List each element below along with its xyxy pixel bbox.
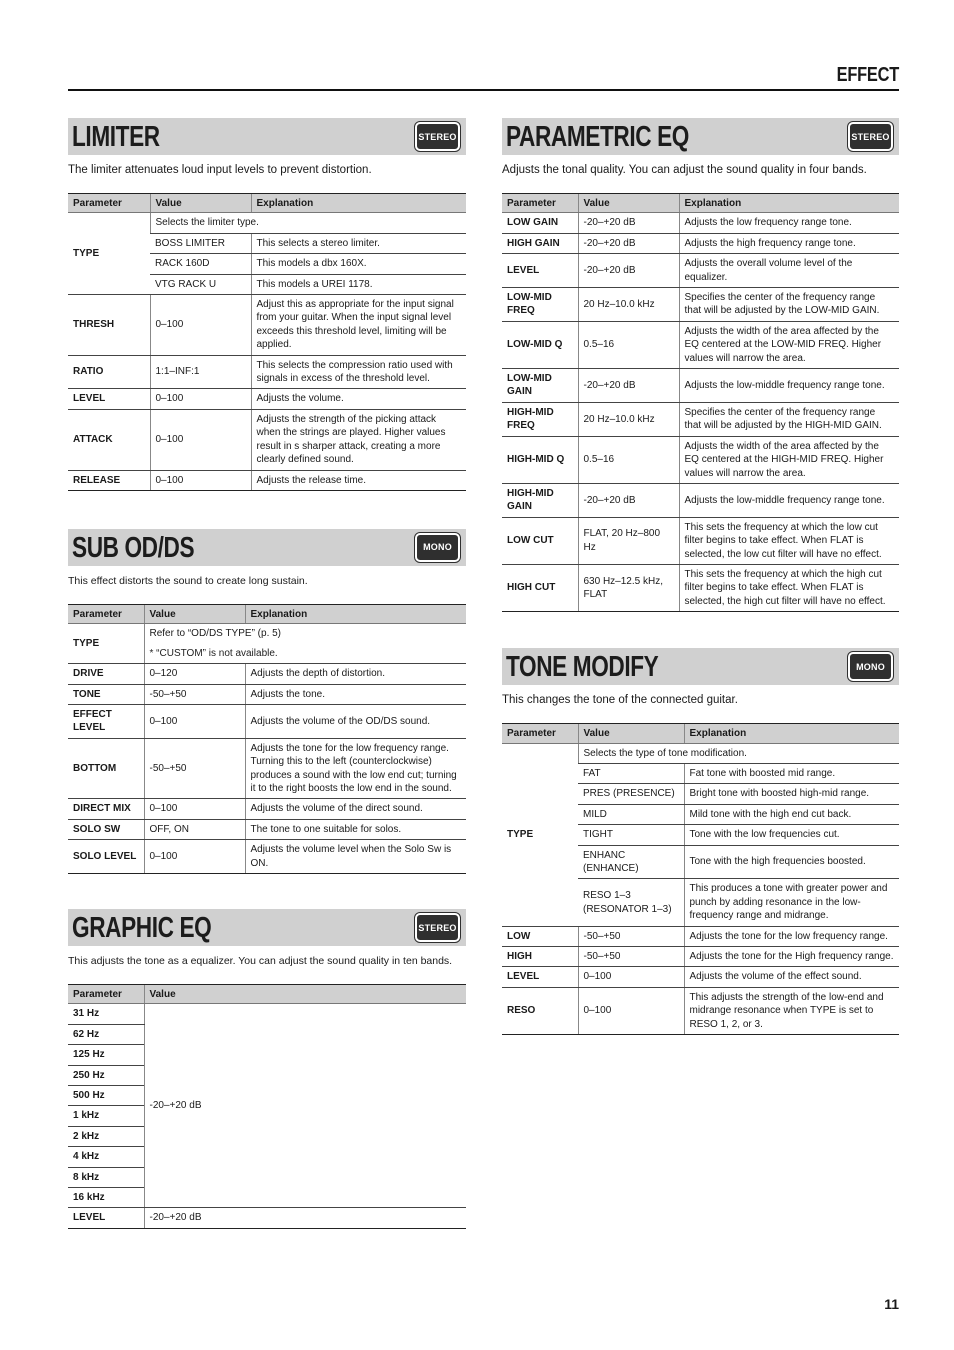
param-explanation: Adjusts the strength of the picking attack when the strings are played. Higher values result in s sharper attack, creating a more clearly defined sound. bbox=[251, 409, 466, 470]
table-row bbox=[68, 624, 466, 664]
type-value: ENHANC (ENHANCE) bbox=[578, 845, 684, 879]
param-value: -20–+20 dB bbox=[144, 1208, 466, 1228]
type-value: VTG RACK U bbox=[150, 274, 251, 294]
param-value: 0–100 bbox=[144, 799, 245, 819]
param-value: 0–100 bbox=[150, 409, 251, 470]
type-value: FAT bbox=[578, 763, 684, 783]
table-header-row bbox=[68, 194, 466, 213]
param-name: HIGH GAIN bbox=[502, 233, 578, 253]
table-row bbox=[68, 840, 466, 874]
param-name: RATIO bbox=[68, 355, 150, 389]
table-row bbox=[502, 967, 899, 987]
band-name: 125 Hz bbox=[68, 1045, 144, 1065]
col-header-parameter: Parameter bbox=[68, 194, 150, 213]
param-value: -20–+20 dB bbox=[578, 213, 679, 233]
table-row bbox=[68, 213, 466, 233]
param-value: -50–+50 bbox=[144, 684, 245, 704]
table-row bbox=[68, 470, 466, 490]
param-value: 0–100 bbox=[578, 967, 684, 987]
table-row bbox=[502, 213, 899, 233]
param-name: LOW GAIN bbox=[502, 213, 578, 233]
param-explanation: This selects the compression ratio used with signals in excess of the threshold level. bbox=[251, 355, 466, 389]
param-value: -50–+50 bbox=[144, 738, 245, 799]
col-header-parameter: Parameter bbox=[502, 724, 578, 743]
param-explanation: Adjusts the tone for the low frequency range. Turning this to the left (counterclockwise) produces a sound with the low end cut; turning it to the right boosts the low end in the sound. bbox=[245, 738, 466, 799]
param-type: TYPE bbox=[68, 624, 144, 664]
table-row bbox=[502, 517, 899, 564]
graphic-eq-description: This adjusts the tone as a equalizer. You can adjust the sound quality in ten bands. bbox=[68, 955, 453, 967]
param-explanation: This sets the frequency at which the high cut filter begins to take effect. When FLAT is selected, the high cut filter will have no effect. bbox=[679, 564, 899, 611]
tone-modify-section bbox=[502, 648, 899, 1035]
limiter-heading-bar bbox=[68, 118, 466, 155]
tone-modify-description: This changes the tone of the connected guitar. bbox=[502, 694, 738, 707]
param-value: 0–100 bbox=[144, 840, 245, 874]
graphic-eq-table bbox=[68, 984, 466, 1229]
param-name: HIGH-MID Q bbox=[502, 436, 578, 483]
graphic-eq-title: GRAPHIC EQ bbox=[72, 912, 212, 944]
table-row bbox=[502, 321, 899, 368]
limiter-stereo-badge: STEREO bbox=[415, 122, 460, 151]
col-header-parameter: Parameter bbox=[68, 985, 144, 1004]
param-explanation: Adjusts the depth of distortion. bbox=[245, 664, 466, 684]
table-row bbox=[68, 738, 466, 799]
limiter-title: LIMITER bbox=[72, 121, 160, 153]
param-explanation: Adjusts the width of the area affected by the EQ centered at the HIGH-MID FREQ. Higher values will narrow the area. bbox=[679, 436, 899, 483]
type-explanation: Mild tone with the high end cut back. bbox=[684, 804, 899, 824]
table-row bbox=[502, 436, 899, 483]
right-column bbox=[502, 118, 899, 1035]
sub-od-ds-table bbox=[68, 604, 466, 874]
col-header-parameter: Parameter bbox=[502, 194, 578, 213]
param-value: 0.5–16 bbox=[578, 321, 679, 368]
param-name: TONE bbox=[68, 684, 144, 704]
param-explanation: Adjusts the tone for the low frequency range. bbox=[684, 926, 899, 946]
table-row bbox=[502, 369, 899, 403]
type-value: TIGHT bbox=[578, 825, 684, 845]
sub-od-ds-title: SUB OD/DS bbox=[72, 531, 195, 564]
param-name: THRESH bbox=[68, 295, 150, 356]
param-name: DRIVE bbox=[68, 664, 144, 684]
param-name: SOLO LEVEL bbox=[68, 840, 144, 874]
param-name: LEVEL bbox=[502, 254, 578, 288]
param-value: -20–+20 dB bbox=[578, 233, 679, 253]
graphic-eq-heading-bar bbox=[68, 909, 466, 946]
type-intro: Selects the type of tone modification. bbox=[578, 743, 899, 763]
band-name: 8 kHz bbox=[68, 1167, 144, 1187]
table-row bbox=[68, 1004, 466, 1024]
param-value: 1:1–INF:1 bbox=[150, 355, 251, 389]
param-name: LOW CUT bbox=[502, 517, 578, 564]
param-value: 0–100 bbox=[150, 295, 251, 356]
param-explanation: Adjusts the high frequency range tone. bbox=[679, 233, 899, 253]
parametric-eq-table bbox=[502, 193, 899, 612]
param-explanation: Specifies the center of the frequency range that will be adjusted by the HIGH-MID GAIN. bbox=[679, 402, 899, 436]
param-explanation: Adjusts the release time. bbox=[251, 470, 466, 490]
parametric-eq-heading-bar bbox=[502, 118, 899, 155]
param-name: HIGH bbox=[502, 947, 578, 967]
param-explanation: Adjusts the volume of the OD/DS sound. bbox=[245, 704, 466, 738]
param-value: FLAT, 20 Hz–800 Hz bbox=[578, 517, 679, 564]
table-row bbox=[68, 664, 466, 684]
col-header-explanation: Explanation bbox=[679, 194, 899, 213]
col-header-parameter: Parameter bbox=[68, 604, 144, 623]
param-explanation: Adjusts the volume of the direct sound. bbox=[245, 799, 466, 819]
param-explanation: This adjusts the strength of the low-end and midrange resonance when TYPE is set to RESO 1, 2, or 3. bbox=[684, 987, 899, 1034]
parametric-eq-stereo-badge: STEREO bbox=[848, 122, 893, 151]
param-name: LOW-MID GAIN bbox=[502, 369, 578, 403]
graphic-eq-stereo-badge: STEREO bbox=[415, 913, 460, 942]
page-number: 11 bbox=[884, 1296, 899, 1312]
col-header-value: Value bbox=[578, 724, 684, 743]
type-explanation: This models a UREI 1178. bbox=[251, 274, 466, 294]
param-explanation: Adjusts the tone for the High frequency range. bbox=[684, 947, 899, 967]
type-intro: Selects the limiter type. bbox=[150, 213, 466, 233]
col-header-value: Value bbox=[144, 604, 245, 623]
type-reference-line: Refer to “OD/DS TYPE” (p. 5) bbox=[149, 628, 282, 640]
table-row bbox=[68, 295, 466, 356]
param-name: BOTTOM bbox=[68, 738, 144, 799]
param-value: 0–100 bbox=[150, 389, 251, 409]
section-header: EFFECT bbox=[836, 64, 899, 86]
band-name: 250 Hz bbox=[68, 1065, 144, 1085]
param-explanation: Adjusts the low-middle frequency range tone. bbox=[679, 483, 899, 517]
table-row bbox=[502, 947, 899, 967]
type-explanation: Bright tone with boosted high-mid range. bbox=[684, 784, 899, 804]
sub-od-ds-mono-badge: MONO bbox=[415, 533, 460, 562]
param-name: SOLO SW bbox=[68, 819, 144, 839]
param-value: OFF, ON bbox=[144, 819, 245, 839]
band-name: 62 Hz bbox=[68, 1024, 144, 1044]
type-explanation: Fat tone with boosted mid range. bbox=[684, 763, 899, 783]
type-explanation: This models a dbx 160X. bbox=[251, 254, 466, 274]
param-value: -50–+50 bbox=[578, 926, 684, 946]
tone-modify-table bbox=[502, 723, 899, 1035]
table-row bbox=[68, 704, 466, 738]
limiter-table bbox=[68, 193, 466, 491]
left-column bbox=[68, 118, 466, 1229]
param-name: LOW bbox=[502, 926, 578, 946]
band-name: 500 Hz bbox=[68, 1086, 144, 1106]
header-rule bbox=[68, 89, 899, 91]
param-name: EFFECT LEVEL bbox=[68, 704, 144, 738]
param-value: 630 Hz–12.5 kHz, FLAT bbox=[578, 564, 679, 611]
tone-modify-mono-badge: MONO bbox=[848, 652, 893, 681]
param-explanation: Adjusts the volume level when the Solo Sw is ON. bbox=[245, 840, 466, 874]
param-name: LEVEL bbox=[502, 967, 578, 987]
type-reference-note: * “CUSTOM” is not available. bbox=[149, 647, 278, 659]
param-name: RELEASE bbox=[68, 470, 150, 490]
param-name: HIGH CUT bbox=[502, 564, 578, 611]
table-header-row bbox=[68, 604, 466, 623]
band-name: 4 kHz bbox=[68, 1147, 144, 1167]
band-name: 16 kHz bbox=[68, 1188, 144, 1208]
param-explanation: This sets the frequency at which the low cut filter begins to take effect. When FLAT is selected, the low cut filter will have no effect. bbox=[679, 517, 899, 564]
table-row bbox=[68, 799, 466, 819]
limiter-description: The limiter attenuates loud input levels to prevent distortion. bbox=[68, 164, 372, 176]
table-row bbox=[502, 254, 899, 288]
tone-modify-heading-bar bbox=[502, 648, 899, 685]
param-explanation: Adjusts the low-middle frequency range tone. bbox=[679, 369, 899, 403]
table-header-row bbox=[502, 194, 899, 213]
param-name: LEVEL bbox=[68, 389, 150, 409]
param-name: ATTACK bbox=[68, 409, 150, 470]
table-row bbox=[502, 987, 899, 1034]
table-row bbox=[502, 926, 899, 946]
param-value: 20 Hz–10.0 kHz bbox=[578, 402, 679, 436]
type-value: RESO 1–3 (RESONATOR 1–3) bbox=[578, 879, 684, 926]
param-name: HIGH-MID GAIN bbox=[502, 483, 578, 517]
table-row bbox=[68, 684, 466, 704]
param-explanation: Adjusts the tone. bbox=[245, 684, 466, 704]
param-name: LEVEL bbox=[68, 1208, 144, 1228]
param-explanation: Adjusts the width of the area affected by the EQ centered at the LOW-MID FREQ. Higher values will narrow the area. bbox=[679, 321, 899, 368]
graphic-eq-section bbox=[68, 909, 466, 1229]
table-row bbox=[502, 743, 899, 763]
type-reference bbox=[144, 624, 466, 664]
param-explanation: Adjusts the low frequency range tone. bbox=[679, 213, 899, 233]
param-name: LOW-MID FREQ bbox=[502, 288, 578, 322]
col-header-explanation: Explanation bbox=[251, 194, 466, 213]
type-explanation: This selects a stereo limiter. bbox=[251, 233, 466, 253]
col-header-value: Value bbox=[578, 194, 679, 213]
param-value: 0–100 bbox=[150, 470, 251, 490]
table-row bbox=[68, 409, 466, 470]
table-header-row bbox=[68, 985, 466, 1004]
parametric-eq-description: Adjusts the tonal quality. You can adjust the sound quality in four bands. bbox=[502, 164, 867, 176]
sub-od-ds-description: This effect distorts the sound to create long sustain. bbox=[68, 574, 308, 587]
param-value: -20–+20 dB bbox=[578, 369, 679, 403]
parametric-eq-section bbox=[502, 118, 899, 612]
table-row bbox=[68, 1208, 466, 1228]
sub-od-ds-section bbox=[68, 529, 466, 874]
param-value: 0–100 bbox=[144, 704, 245, 738]
band-name: 1 kHz bbox=[68, 1106, 144, 1126]
type-explanation: This produces a tone with greater power and punch by adding resonance in the low-frequency range and midrange. bbox=[684, 879, 899, 926]
table-row bbox=[502, 564, 899, 611]
col-header-explanation: Explanation bbox=[245, 604, 466, 623]
param-value: 0–100 bbox=[578, 987, 684, 1034]
col-header-explanation: Explanation bbox=[684, 724, 899, 743]
limiter-section bbox=[68, 118, 466, 491]
param-value: 0.5–16 bbox=[578, 436, 679, 483]
param-value: 0–120 bbox=[144, 664, 245, 684]
band-value: -20–+20 dB bbox=[144, 1004, 466, 1208]
param-value: -50–+50 bbox=[578, 947, 684, 967]
table-row bbox=[502, 288, 899, 322]
param-value: -20–+20 dB bbox=[578, 483, 679, 517]
param-type: TYPE bbox=[502, 743, 578, 926]
sub-od-ds-heading-bar bbox=[68, 529, 466, 566]
table-header-row bbox=[502, 724, 899, 743]
table-row bbox=[68, 355, 466, 389]
table-row bbox=[502, 483, 899, 517]
col-header-value: Value bbox=[144, 985, 466, 1004]
param-explanation: Adjusts the volume. bbox=[251, 389, 466, 409]
param-name: RESO bbox=[502, 987, 578, 1034]
type-value: PRES (PRESENCE) bbox=[578, 784, 684, 804]
tone-modify-title: TONE MODIFY bbox=[506, 651, 659, 684]
table-row bbox=[502, 233, 899, 253]
parametric-eq-title: PARAMETRIC EQ bbox=[506, 121, 690, 153]
param-explanation: Adjusts the overall volume level of the equalizer. bbox=[679, 254, 899, 288]
table-row bbox=[502, 402, 899, 436]
col-header-value: Value bbox=[150, 194, 251, 213]
param-name: HIGH-MID FREQ bbox=[502, 402, 578, 436]
band-name: 31 Hz bbox=[68, 1004, 144, 1024]
param-value: 20 Hz–10.0 kHz bbox=[578, 288, 679, 322]
param-explanation: Adjusts the volume of the effect sound. bbox=[684, 967, 899, 987]
param-value: -20–+20 dB bbox=[578, 254, 679, 288]
table-row bbox=[68, 389, 466, 409]
type-explanation: Tone with the low frequencies cut. bbox=[684, 825, 899, 845]
param-explanation: Specifies the center of the frequency range that will be adjusted by the LOW-MID GAIN. bbox=[679, 288, 899, 322]
type-value: RACK 160D bbox=[150, 254, 251, 274]
param-explanation: The tone to one suitable for solos. bbox=[245, 819, 466, 839]
param-type: TYPE bbox=[68, 213, 150, 295]
type-value: BOSS LIMITER bbox=[150, 233, 251, 253]
type-explanation: Tone with the high frequencies boosted. bbox=[684, 845, 899, 879]
param-name: LOW-MID Q bbox=[502, 321, 578, 368]
param-explanation: Adjust this as appropriate for the input signal from your guitar. When the input signal level exceeds this threshold level, limiting will be applied. bbox=[251, 295, 466, 356]
type-value: MILD bbox=[578, 804, 684, 824]
band-name: 2 kHz bbox=[68, 1126, 144, 1146]
table-row bbox=[68, 819, 466, 839]
param-name: DIRECT MIX bbox=[68, 799, 144, 819]
